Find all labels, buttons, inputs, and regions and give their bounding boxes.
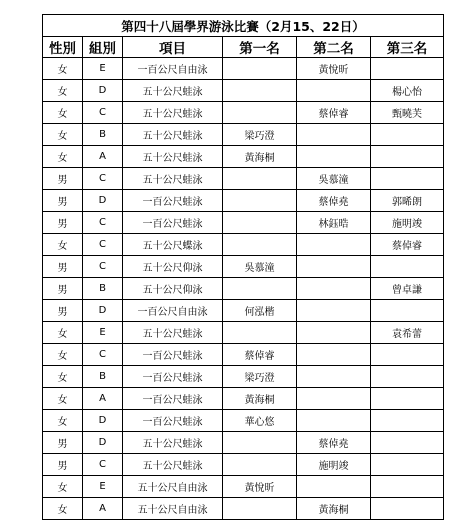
second-place-cell (297, 234, 371, 256)
table-row (43, 146, 444, 168)
group-cell: D (83, 410, 123, 432)
column-header-gender: 性別 (43, 37, 83, 58)
first-place-cell (223, 322, 297, 344)
third-place-cell: 甄曉芙 (371, 102, 444, 124)
second-place-cell: 林鈺晧 (297, 212, 371, 234)
event-cell: 一百公尺蛙泳 (123, 344, 223, 366)
group-cell: B (83, 278, 123, 300)
event-cell: 五十公尺蛙泳 (123, 454, 223, 476)
event-cell: 一百公尺蛙泳 (123, 366, 223, 388)
event-cell: 五十公尺自由泳 (123, 476, 223, 498)
table-row (43, 256, 444, 278)
third-place-cell (371, 366, 444, 388)
third-place-cell (371, 388, 444, 410)
event-cell: 五十公尺蛙泳 (123, 322, 223, 344)
event-cell: 五十公尺仰泳 (123, 278, 223, 300)
third-place-cell: 曾卓謙 (371, 278, 444, 300)
header-row (43, 37, 444, 58)
results-body (43, 58, 444, 520)
third-place-cell: 袁希蕾 (371, 322, 444, 344)
table-row (43, 80, 444, 102)
gender-cell: 女 (43, 234, 83, 256)
event-cell: 五十公尺自由泳 (123, 498, 223, 520)
gender-cell: 女 (43, 124, 83, 146)
event-cell: 一百公尺蛙泳 (123, 212, 223, 234)
group-cell: A (83, 146, 123, 168)
second-place-cell (297, 278, 371, 300)
second-place-cell (297, 300, 371, 322)
second-place-cell (297, 410, 371, 432)
event-cell: 五十公尺蛙泳 (123, 168, 223, 190)
group-cell: A (83, 388, 123, 410)
group-cell: A (83, 498, 123, 520)
group-cell: C (83, 344, 123, 366)
group-cell: C (83, 454, 123, 476)
gender-cell: 女 (43, 80, 83, 102)
third-place-cell (371, 454, 444, 476)
third-place-cell (371, 58, 444, 80)
third-place-cell (371, 146, 444, 168)
first-place-cell: 蔡倬睿 (223, 344, 297, 366)
gender-cell: 男 (43, 432, 83, 454)
first-place-cell: 梁巧澄 (223, 366, 297, 388)
event-cell: 五十公尺蛙泳 (123, 124, 223, 146)
column-header-event: 項目 (123, 37, 223, 58)
group-cell: D (83, 80, 123, 102)
third-place-cell: 施明竣 (371, 212, 444, 234)
second-place-cell (297, 344, 371, 366)
second-place-cell (297, 256, 371, 278)
group-cell: D (83, 190, 123, 212)
first-place-cell (223, 190, 297, 212)
first-place-cell (223, 80, 297, 102)
event-cell: 五十公尺蝶泳 (123, 234, 223, 256)
second-place-cell: 蔡倬堯 (297, 190, 371, 212)
second-place-cell: 蔡倬堯 (297, 432, 371, 454)
event-cell: 一百公尺蛙泳 (123, 388, 223, 410)
gender-cell: 女 (43, 476, 83, 498)
event-cell: 五十公尺蛙泳 (123, 146, 223, 168)
title-row (43, 15, 444, 37)
second-place-cell (297, 146, 371, 168)
event-cell: 一百公尺蛙泳 (123, 410, 223, 432)
table-row (43, 432, 444, 454)
gender-cell: 女 (43, 388, 83, 410)
column-header-group: 組別 (83, 37, 123, 58)
gender-cell: 男 (43, 278, 83, 300)
first-place-cell (223, 102, 297, 124)
event-cell: 五十公尺仰泳 (123, 256, 223, 278)
table-row (43, 498, 444, 520)
event-cell: 五十公尺蛙泳 (123, 80, 223, 102)
gender-cell: 女 (43, 322, 83, 344)
event-cell: 五十公尺蛙泳 (123, 102, 223, 124)
first-place-cell: 梁巧澄 (223, 124, 297, 146)
third-place-cell (371, 410, 444, 432)
table-row (43, 410, 444, 432)
table-row (43, 454, 444, 476)
second-place-cell: 黃悅昕 (297, 58, 371, 80)
event-cell: 一百公尺自由泳 (123, 58, 223, 80)
table-row (43, 234, 444, 256)
gender-cell: 女 (43, 102, 83, 124)
table-row (43, 366, 444, 388)
first-place-cell (223, 278, 297, 300)
column-header-third-place: 第三名 (371, 37, 444, 58)
gender-cell: 女 (43, 344, 83, 366)
event-cell: 一百公尺蛙泳 (123, 190, 223, 212)
first-place-cell (223, 498, 297, 520)
first-place-cell (223, 168, 297, 190)
group-cell: E (83, 322, 123, 344)
group-cell: C (83, 234, 123, 256)
table-row (43, 300, 444, 322)
first-place-cell: 黃悅昕 (223, 476, 297, 498)
first-place-cell: 黃海桐 (223, 146, 297, 168)
second-place-cell (297, 476, 371, 498)
column-header-second-place: 第二名 (297, 37, 371, 58)
group-cell: C (83, 212, 123, 234)
table-row (43, 344, 444, 366)
group-cell: D (83, 300, 123, 322)
first-place-cell (223, 58, 297, 80)
third-place-cell (371, 432, 444, 454)
first-place-cell (223, 212, 297, 234)
gender-cell: 女 (43, 146, 83, 168)
table-row (43, 168, 444, 190)
second-place-cell (297, 366, 371, 388)
third-place-cell (371, 168, 444, 190)
event-cell: 一百公尺自由泳 (123, 300, 223, 322)
third-place-cell (371, 124, 444, 146)
results-table (42, 14, 444, 520)
third-place-cell: 楊心怡 (371, 80, 444, 102)
results-sheet (42, 14, 443, 520)
first-place-cell: 華心悠 (223, 410, 297, 432)
second-place-cell (297, 80, 371, 102)
column-header-first-place: 第一名 (223, 37, 297, 58)
table-row (43, 322, 444, 344)
table-row (43, 102, 444, 124)
table-row (43, 124, 444, 146)
third-place-cell (371, 344, 444, 366)
third-place-cell: 蔡倬睿 (371, 234, 444, 256)
first-place-cell: 黃海桐 (223, 388, 297, 410)
gender-cell: 女 (43, 410, 83, 432)
group-cell: C (83, 256, 123, 278)
first-place-cell (223, 432, 297, 454)
second-place-cell (297, 388, 371, 410)
group-cell: B (83, 124, 123, 146)
second-place-cell (297, 124, 371, 146)
group-cell: C (83, 168, 123, 190)
gender-cell: 女 (43, 498, 83, 520)
event-cell: 五十公尺蛙泳 (123, 432, 223, 454)
group-cell: E (83, 58, 123, 80)
first-place-cell (223, 454, 297, 476)
page-title: 第四十八屆學界游泳比賽（2月15、22日） (43, 15, 444, 37)
group-cell: C (83, 102, 123, 124)
gender-cell: 女 (43, 58, 83, 80)
third-place-cell (371, 476, 444, 498)
table-row (43, 388, 444, 410)
table-row (43, 58, 444, 80)
second-place-cell: 黃海桐 (297, 498, 371, 520)
gender-cell: 男 (43, 300, 83, 322)
second-place-cell (297, 322, 371, 344)
gender-cell: 男 (43, 256, 83, 278)
first-place-cell (223, 234, 297, 256)
second-place-cell: 吳慕潼 (297, 168, 371, 190)
table-row (43, 476, 444, 498)
table-row (43, 278, 444, 300)
group-cell: B (83, 366, 123, 388)
gender-cell: 男 (43, 190, 83, 212)
third-place-cell (371, 498, 444, 520)
first-place-cell: 吳慕潼 (223, 256, 297, 278)
third-place-cell (371, 300, 444, 322)
second-place-cell: 施明竣 (297, 454, 371, 476)
gender-cell: 男 (43, 454, 83, 476)
gender-cell: 男 (43, 212, 83, 234)
third-place-cell: 郭晞朗 (371, 190, 444, 212)
table-row (43, 212, 444, 234)
group-cell: D (83, 432, 123, 454)
gender-cell: 女 (43, 366, 83, 388)
third-place-cell (371, 256, 444, 278)
first-place-cell: 何泓楷 (223, 300, 297, 322)
gender-cell: 男 (43, 168, 83, 190)
table-row (43, 190, 444, 212)
second-place-cell: 蔡倬睿 (297, 102, 371, 124)
group-cell: E (83, 476, 123, 498)
